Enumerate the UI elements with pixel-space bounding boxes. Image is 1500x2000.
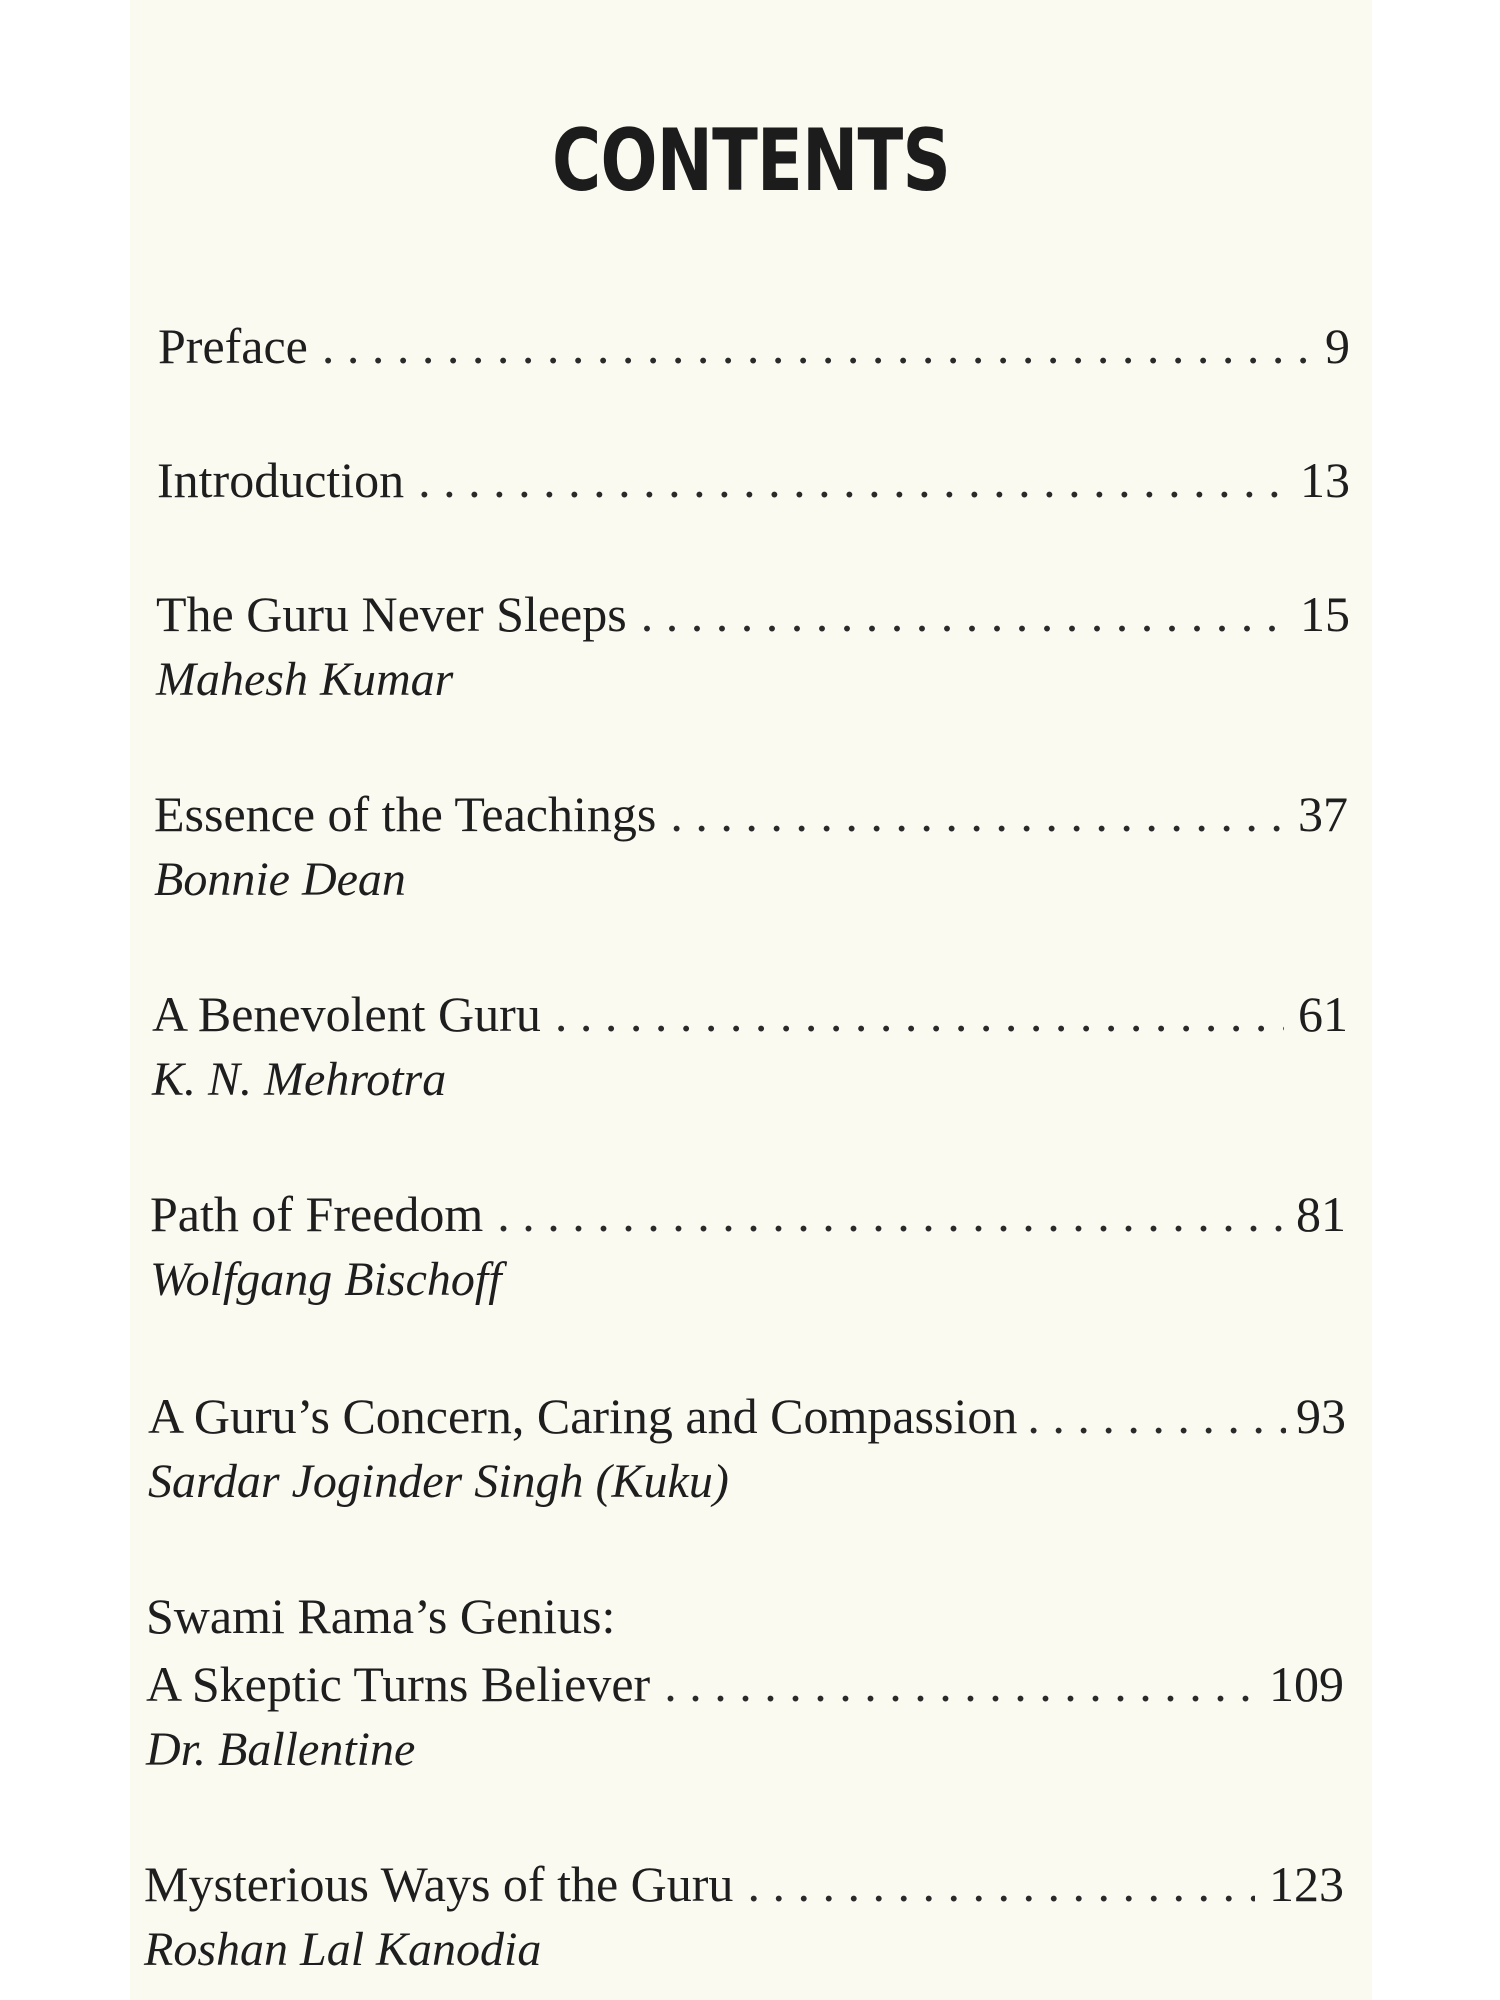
toc-entry-the-guru-never-sleeps <box>156 586 1350 642</box>
entry-author: Roshan Lal Kanodia <box>144 1923 542 1976</box>
entry-title: The Guru Never Sleeps <box>156 586 627 642</box>
toc-entry-a-gurus-concern <box>148 1388 1346 1444</box>
entry-page-number: 81 <box>1296 1186 1346 1242</box>
toc-entry-swami-ramas-genius <box>146 1656 1344 1712</box>
entry-author: Mahesh Kumar <box>156 653 454 706</box>
entry-author: Wolfgang Bischoff <box>150 1253 502 1306</box>
toc-entry-path-of-freedom <box>150 1186 1346 1242</box>
dot-leader <box>664 1656 1255 1712</box>
entry-page-number: 9 <box>1325 318 1350 374</box>
entry-title: A Skeptic Turns Believer <box>146 1656 651 1712</box>
dot-leader <box>1027 1388 1286 1444</box>
entry-title: Preface <box>158 318 308 374</box>
entry-page-number: 61 <box>1298 986 1348 1042</box>
dot-leader <box>497 1186 1282 1242</box>
toc-entry-introduction <box>157 452 1350 508</box>
entry-page-number: 13 <box>1300 452 1350 508</box>
entry-author: K. N. Mehrotra <box>152 1053 447 1106</box>
toc-entry-a-benevolent-guru <box>152 986 1348 1042</box>
book-page <box>130 0 1372 2000</box>
page-title: CONTENTS <box>552 111 950 211</box>
toc-entry-mysterious-ways <box>144 1856 1344 1912</box>
entry-author: Bonnie Dean <box>154 853 406 906</box>
entry-title: Introduction <box>157 452 405 508</box>
dot-leader <box>322 318 1311 374</box>
dot-leader <box>641 586 1286 642</box>
dot-leader <box>418 452 1286 508</box>
entry-page-number: 37 <box>1298 786 1348 842</box>
entry-title: Path of Freedom <box>150 1186 484 1242</box>
entry-author: Sardar Joginder Singh (Kuku) <box>148 1455 729 1508</box>
entry-page-number: 93 <box>1296 1388 1346 1444</box>
entry-title: Mysterious Ways of the Guru <box>144 1856 734 1912</box>
dot-leader <box>555 986 1284 1042</box>
entry-page-number: 15 <box>1300 586 1350 642</box>
dot-leader <box>747 1856 1255 1912</box>
toc-entry-essence-of-the-teachings <box>154 786 1348 842</box>
dot-leader <box>670 786 1284 842</box>
entry-author: Dr. Ballentine <box>146 1723 416 1776</box>
entry-page-number: 123 <box>1269 1856 1344 1912</box>
entry-title: Essence of the Teachings <box>154 786 657 842</box>
entry-title-line1: Swami Rama’s Genius: <box>146 1588 616 1644</box>
toc-entry-preface <box>158 318 1350 374</box>
entry-page-number: 109 <box>1269 1656 1344 1712</box>
entry-title: A Guru’s Concern, Caring and Compassion <box>148 1388 1018 1444</box>
entry-title: A Benevolent Guru <box>152 986 541 1042</box>
